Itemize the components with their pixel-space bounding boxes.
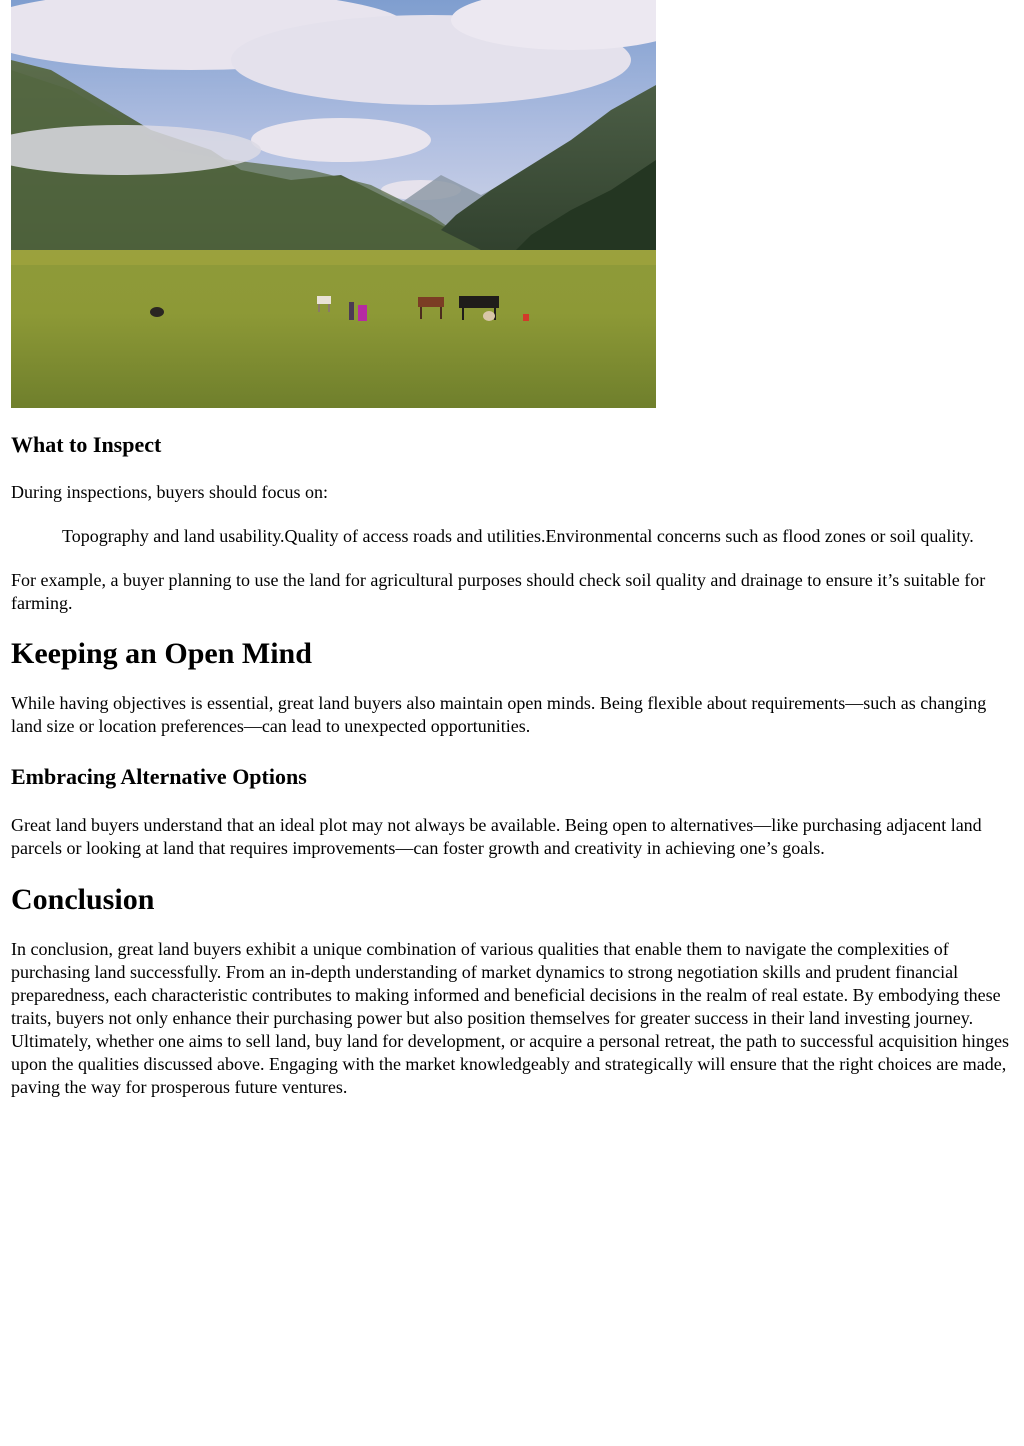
paragraph-conclusion: In conclusion, great land buyers exhibit a unique combination of various qualities that enable them to navigate the complexities of purchasing land successfully. From an in-depth understanding of market dynamics to strong negotiation skills and prudent financial preparedness, each characteristic contributes to making informed and beneficial decisions in the realm of real estate. By embodying these traits, buyers not only enhance their purchasing power but also position themselves for greater success in their land investing journey. Ultimately, whether one aims to sell land, buy land for development, or acquire a personal retreat, the path to successful acquisition hinges upon the qualities discussed above. Engaging with the market knowledgeably and strategically will ensure that the right choices are made, paving the way for prosperous future ventures. — [11, 939, 1010, 1097]
heading-keeping-open-mind: Keeping an Open Mind — [11, 637, 312, 670]
heading-alternative-options: Embracing Alternative Options — [11, 764, 307, 789]
paragraph-alternative-options: Great land buyers understand that an ideal plot may not always be available. Being open to alternatives—like purchasing adjacent land parcels or looking at land that requires improvements—can foster growth and creativity in achieving one’s goals. — [11, 815, 982, 858]
heading-conclusion: Conclusion — [11, 883, 155, 916]
paragraph-open-mind: While having objectives is essential, great land buyers also maintain open minds. Being flexible about requirements—such as changing land size or location preferences—can lead to unexpected opportunities. — [11, 693, 987, 736]
paragraph-agricultural-example: For example, a buyer planning to use the land for agricultural purposes should check soil quality and drainage to ensure it’s suitable for farming. — [11, 570, 986, 613]
inspection-list: Topography and land usability.Quality of access roads and utilities.Environmental concerns such as flood zones or soil quality. — [62, 526, 974, 546]
paragraph-inspection-focus: During inspections, buyers should focus on: — [11, 482, 328, 502]
mountain-meadow-image — [11, 0, 656, 408]
heading-what-to-inspect: What to Inspect — [11, 432, 162, 457]
hero-image — [11, 0, 656, 408]
